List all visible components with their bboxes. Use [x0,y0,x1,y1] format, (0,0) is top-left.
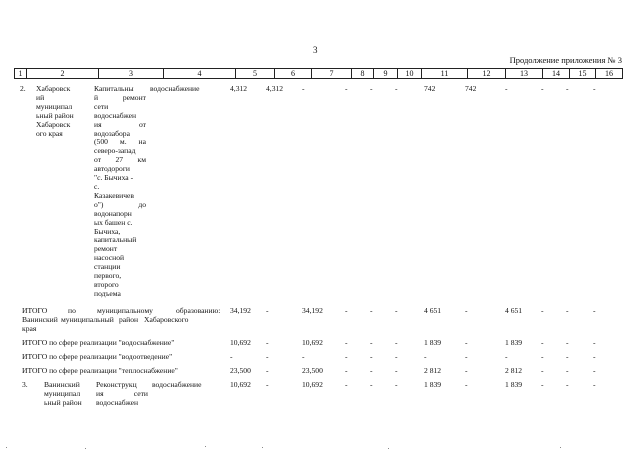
page-number: 3 [313,45,318,55]
text-line: (500 м. на [94,137,146,147]
col-num-7: 7 [312,69,352,78]
text-line: ий [36,92,45,102]
col-num-1: 1 [15,69,27,78]
value-cell: - [593,338,596,347]
value-cell: 1 839 [505,380,523,389]
value-cell: - [395,306,398,315]
scan-speck [205,446,206,447]
text-line: водонапорн [94,208,132,218]
text-line: Бычиха, [94,226,121,236]
total-label-word: ИТОГО [22,306,48,315]
value-cell: - [566,338,569,347]
value-cell: - [370,306,373,315]
text-line: с. [94,181,100,191]
scan-noise [0,445,640,451]
value-cell: - [370,352,373,361]
value-cell: 2 812 [424,366,442,375]
value-cell: 10,692 [302,338,323,347]
scan-speck [262,447,263,448]
total-label-word: по [68,306,76,315]
value-cell: - [345,84,348,93]
value-cell: - [505,84,508,93]
value-cell: 1 839 [424,380,442,389]
total-label-word: образованию: [176,306,221,315]
value-cell: - [566,380,569,389]
text-line: капитальный [94,235,137,245]
text-line: ремонт [94,244,118,254]
col-num-4: 4 [164,69,236,78]
scan-speck [388,448,389,449]
appendix-title: Продолжение приложения № 3 [509,55,622,65]
text-line: ия от [94,119,146,129]
value-cell: - [541,338,544,347]
event-cell [96,381,148,408]
total-label-word: Хабаровского [144,315,189,324]
value-cell: 34,192 [230,306,251,315]
value-cell: - [345,306,348,315]
value-cell: - [593,306,596,315]
value-cell: 2 812 [505,366,523,375]
text-line: северо-запад [94,146,136,156]
value-cell: 10,692 [230,380,251,389]
col-num-11: 11 [422,69,468,78]
value-cell: - [345,380,348,389]
value-cell: - [370,366,373,375]
value-cell: 4,312 [230,84,248,93]
value-cell: 10,692 [302,380,323,389]
col-num-10: 10 [398,69,422,78]
value-cell: - [370,84,373,93]
total-label-word: края [22,324,37,333]
text-line: станции [94,262,121,272]
value-cell: - [395,352,398,361]
municipality-cell [44,381,82,408]
text-line: второго [94,279,119,289]
value-cell: - [345,366,348,375]
text-line: водоснабжен [96,397,139,407]
col-num-8: 8 [352,69,374,78]
col-num-16: 16 [605,69,613,78]
municipality-cell [36,85,74,138]
value-cell: - [395,380,398,389]
value-cell: 1 839 [505,338,523,347]
value-cell: - [566,366,569,375]
value-cell: - [266,338,269,347]
value-cell: - [465,380,468,389]
text-line: насосной [94,253,125,263]
text-line: о") до [94,199,146,209]
sphere-cell: водоснабжение [150,84,200,93]
value-cell: - [266,352,269,361]
value-cell: - [345,352,348,361]
value-cell: - [302,84,305,93]
col-num-14: 14 [543,69,570,78]
scan-speck [85,448,86,449]
col-num-15: 15 [570,69,596,78]
text-line: ого края [36,128,63,138]
value-cell: - [266,380,269,389]
col-num-13: 13 [506,69,543,78]
value-cell: 4,312 [266,84,284,93]
value-cell: - [424,352,427,361]
value-cell: - [345,338,348,347]
scan-speck [560,447,561,448]
value-cell: - [266,366,269,375]
value-cell: - [302,352,305,361]
text-line: ия сети [96,388,148,398]
text-line: Капитальны [94,84,134,93]
text-line: й ремонт [94,92,146,102]
text-line: ьный район [44,397,82,407]
value-cell: - [593,352,596,361]
row-number: 2. [20,84,26,93]
value-cell: - [593,366,596,375]
value-cell: - [541,306,544,315]
total-label-word: Ванинский [22,315,58,324]
text-line: Хабаровск [36,84,71,93]
column-number-row [14,68,623,79]
col-num-5: 5 [236,69,275,78]
value-cell: - [566,84,569,93]
total-label: ИТОГО по сфере реализации "водоснабжение" [22,338,175,347]
text-line: муниципал [36,101,73,111]
col-num-6: 6 [275,69,312,78]
total-label-word: муниципальному [97,306,153,315]
value-cell: 742 [424,84,436,93]
value-cell: 23,500 [230,366,251,375]
value-cell: - [541,366,544,375]
value-cell: - [266,306,269,315]
value-cell: - [370,338,373,347]
value-cell: - [593,84,596,93]
row-number: 3. [22,380,28,389]
event-cell [94,85,146,299]
value-cell: - [566,306,569,315]
total-label-word: муниципальный [61,315,114,324]
total-label: ИТОГО по сфере реализации "теплоснабжение" [22,366,178,375]
text-line: автодороги [94,164,130,174]
value-cell: 4 651 [505,306,523,315]
text-line: Казакевичев [94,190,135,200]
text-line: Реконструкц [96,380,137,389]
text-line: первого, [94,271,122,281]
text-line: водозабора [94,128,130,138]
value-cell: - [566,352,569,361]
value-cell: - [541,380,544,389]
value-cell: 1 839 [424,338,442,347]
text-line: муниципал [44,388,81,398]
text-line: подъема [94,288,121,298]
col-num-12: 12 [468,69,506,78]
value-cell: - [505,352,508,361]
value-cell: 23,500 [302,366,323,375]
value-cell: 10,692 [230,338,251,347]
col-num-3: 3 [99,69,164,78]
col-num-9: 9 [374,69,398,78]
value-cell: - [465,306,468,315]
value-cell: - [465,352,468,361]
value-cell: 4 651 [424,306,442,315]
sphere-cell: водоснабжение [152,380,202,389]
text-line: Ванинский [44,380,80,389]
text-line: ых башен с. [94,217,133,227]
total-label-word: район [119,315,139,324]
value-cell: - [230,352,233,361]
value-cell: - [541,84,544,93]
value-cell: - [370,380,373,389]
total-label: ИТОГО по сфере реализации "водоотведение" [22,352,173,361]
value-cell: - [465,338,468,347]
value-cell: 34,192 [302,306,323,315]
value-cell: - [465,366,468,375]
text-line: Хабаровск [36,119,71,129]
value-cell: - [541,352,544,361]
text-line: водоснабжен [94,110,137,120]
value-cell: 742 [465,84,477,93]
text-line: сети [94,101,109,111]
value-cell: - [593,380,596,389]
text-line: "с. Бычиха - [94,173,134,183]
text-line: ьный район [36,110,74,120]
value-cell: - [395,84,398,93]
value-cell: - [395,338,398,347]
text-line: от 27 км [94,155,146,165]
col-num-2: 2 [27,69,99,78]
scan-speck [6,447,7,448]
value-cell: - [395,366,398,375]
